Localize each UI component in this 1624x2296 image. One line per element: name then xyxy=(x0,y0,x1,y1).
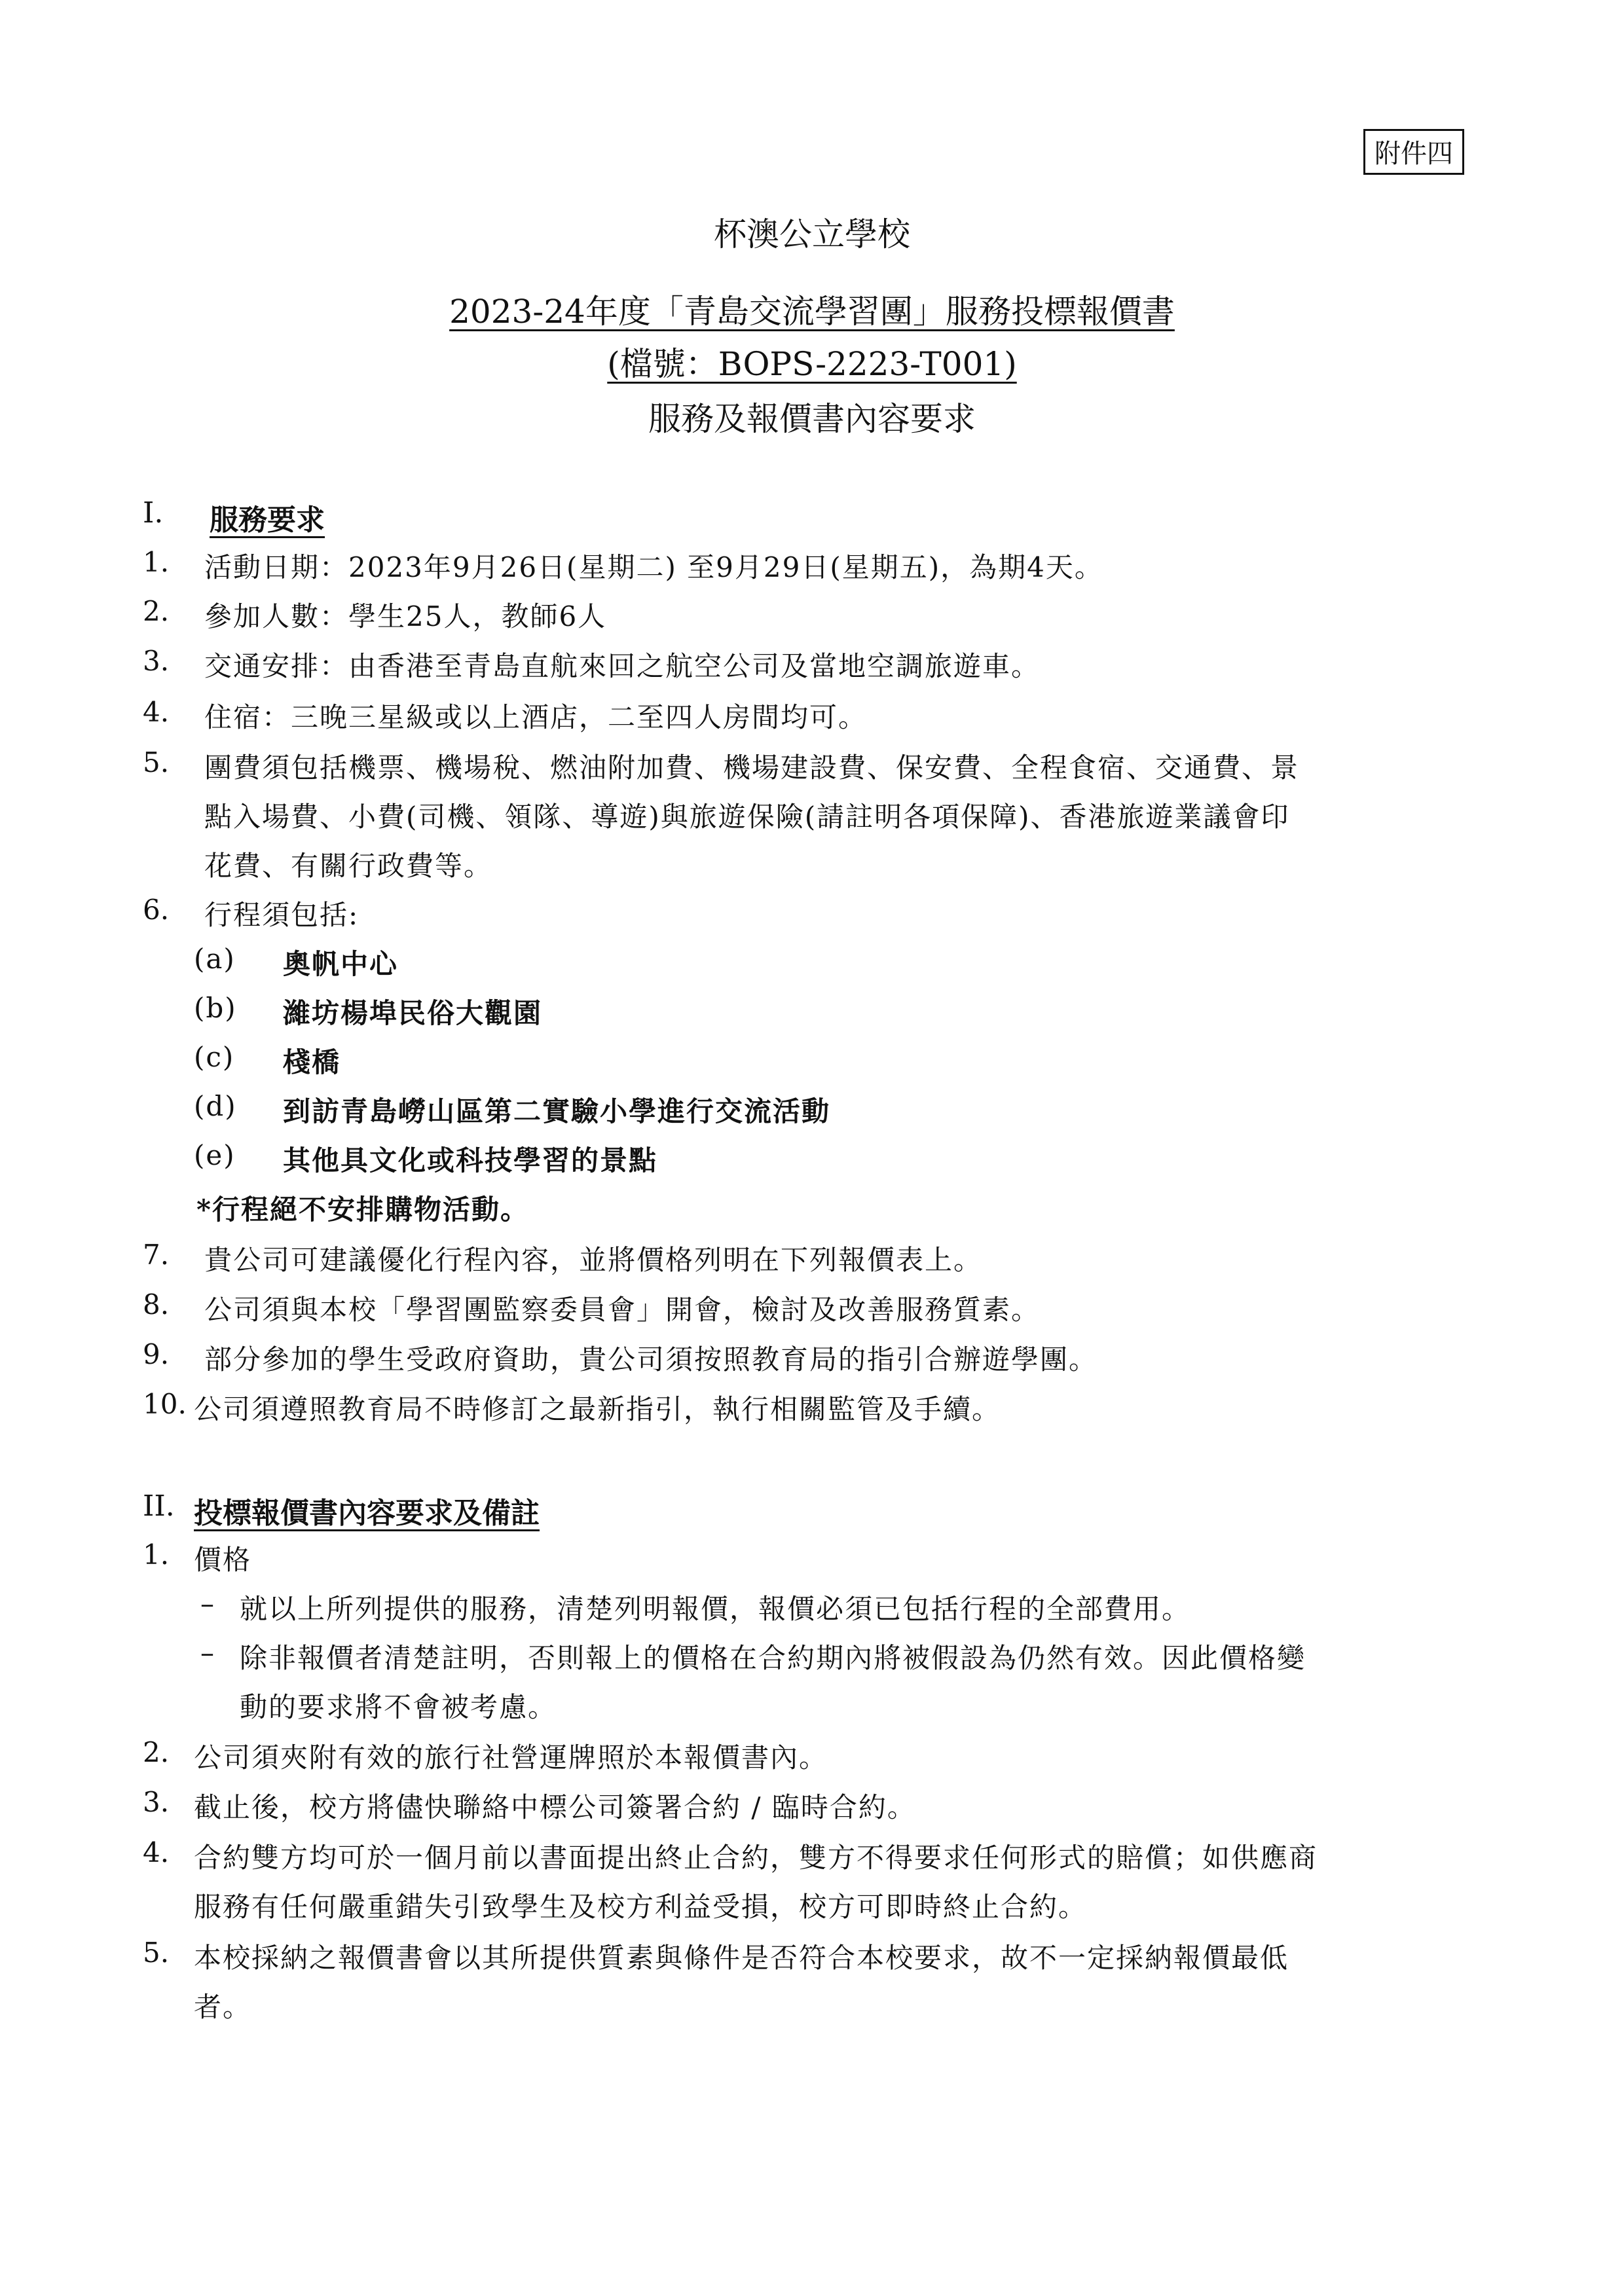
item-number: 10. xyxy=(143,1388,187,1420)
item-text: 公司須與本校「學習團監察委員會」開會，檢討及改善服務質素。 xyxy=(204,1294,1041,1326)
item-text: 行程須包括: xyxy=(204,899,360,931)
item-text: 就以上所列提供的服務，清楚列明報價，報價必須已包括行程的全部費用。 xyxy=(240,1593,1191,1625)
file-number: (檔號：BOPS-2223-T001) xyxy=(607,345,1017,383)
item-number: 6. xyxy=(143,894,170,926)
item-number: 2. xyxy=(143,1736,170,1768)
item-number: 2. xyxy=(143,595,170,627)
item-number: 3. xyxy=(143,645,170,677)
school-name: 杯澳公立學校 xyxy=(714,215,910,253)
item-number: 5. xyxy=(143,746,170,778)
item-text: 截止後，校方將儘快聯絡中標公司簽署合約 / 臨時合約。 xyxy=(194,1791,916,1823)
itinerary-item: 棧橋 xyxy=(283,1046,341,1078)
itinerary-label: (e) xyxy=(194,1139,236,1171)
item-text: 貴公司可建議優化行程內容，並將價格列明在下列報價表上。 xyxy=(204,1244,983,1276)
item-text: 服務有任何嚴重錯失引致學生及校方利益受損，校方可即時終止合約。 xyxy=(194,1891,1088,1923)
document-title: 2023-24年度「青島交流學習團」服務投標報價書 xyxy=(449,293,1175,331)
item-text: 公司須遵照教育局不時修訂之最新指引，執行相關監管及手續。 xyxy=(194,1393,1001,1425)
item-number: 4. xyxy=(143,1836,170,1868)
itinerary-label: (b) xyxy=(194,992,237,1024)
item-number: 9. xyxy=(143,1338,170,1370)
item-text: 者。 xyxy=(194,1991,252,2023)
item-number: 1. xyxy=(143,546,170,578)
item-text: 團費須包括機票、機場稅、燃油附加費、機場建設費、保安費、全程食宿、交通費、景 xyxy=(204,752,1300,784)
item-number: 1. xyxy=(143,1539,170,1571)
item-text: 合約雙方均可於一個月前以書面提出終止合約，雙方不得要求任何形式的賠償；如供應商 xyxy=(194,1842,1318,1874)
section-2-number: II. xyxy=(143,1489,175,1523)
itinerary-label: (c) xyxy=(194,1041,235,1073)
item-text: 本校採納之報價書會以其所提供質素與條件是否符合本校要求，故不一定採納報價最低 xyxy=(194,1942,1289,1974)
item-text: 部分參加的學生受政府資助，貴公司須按照教育局的指引合辦遊學團。 xyxy=(204,1343,1098,1376)
itinerary-item: 到訪青島嶗山區第二實驗小學進行交流活動 xyxy=(283,1095,831,1127)
item-number: 4. xyxy=(143,696,170,728)
item-text: 住宿：三晚三星級或以上酒店，二至四人房間均可。 xyxy=(204,701,868,733)
item-number: 8. xyxy=(143,1288,170,1321)
item-text: 交通安排：由香港至青島直航來回之航空公司及當地空調旅遊車。 xyxy=(204,650,1041,682)
document-subtitle: 服務及報價書內容要求 xyxy=(648,400,976,438)
item-text: 公司須夾附有效的旅行社營運牌照於本報價書內。 xyxy=(194,1741,828,1774)
bullet-dash: – xyxy=(200,1588,215,1620)
item-text: 動的要求將不會被考慮。 xyxy=(240,1691,557,1723)
itinerary-note: *行程絕不安排購物活動。 xyxy=(196,1194,529,1226)
item-text: 除非報價者清楚註明，否則報上的價格在合約期內將被假設為仍然有效。因此價格變 xyxy=(240,1642,1306,1674)
item-text: 花費、有關行政費等。 xyxy=(204,850,493,882)
section-1-heading: 服務要求 xyxy=(210,503,325,537)
item-text: 價格 xyxy=(194,1544,252,1576)
item-number: 3. xyxy=(143,1786,170,1818)
bullet-dash: – xyxy=(200,1637,215,1669)
item-number: 7. xyxy=(143,1239,170,1271)
annex-label: 附件四 xyxy=(1363,129,1464,175)
itinerary-item: 濰坊楊埠民俗大觀園 xyxy=(283,997,543,1029)
itinerary-label: (a) xyxy=(194,943,236,975)
item-text: 點入場費、小費(司機、領隊、導遊)與旅遊保險(請註明各項保障)、香港旅遊業議會印 xyxy=(204,801,1290,833)
itinerary-item: 其他具文化或科技學習的景點 xyxy=(283,1144,658,1176)
itinerary-label: (d) xyxy=(194,1090,237,1122)
itinerary-item: 奧帆中心 xyxy=(283,948,399,980)
section-1-number: I. xyxy=(143,496,164,530)
item-text: 參加人數：學生25人，教師6人 xyxy=(204,600,607,632)
section-2-heading: 投標報價書內容要求及備註 xyxy=(194,1497,540,1530)
item-number: 5. xyxy=(143,1937,170,1969)
item-text: 活動日期：2023年9月26日(星期二) 至9月29日(星期五)，為期4天。 xyxy=(204,551,1103,583)
